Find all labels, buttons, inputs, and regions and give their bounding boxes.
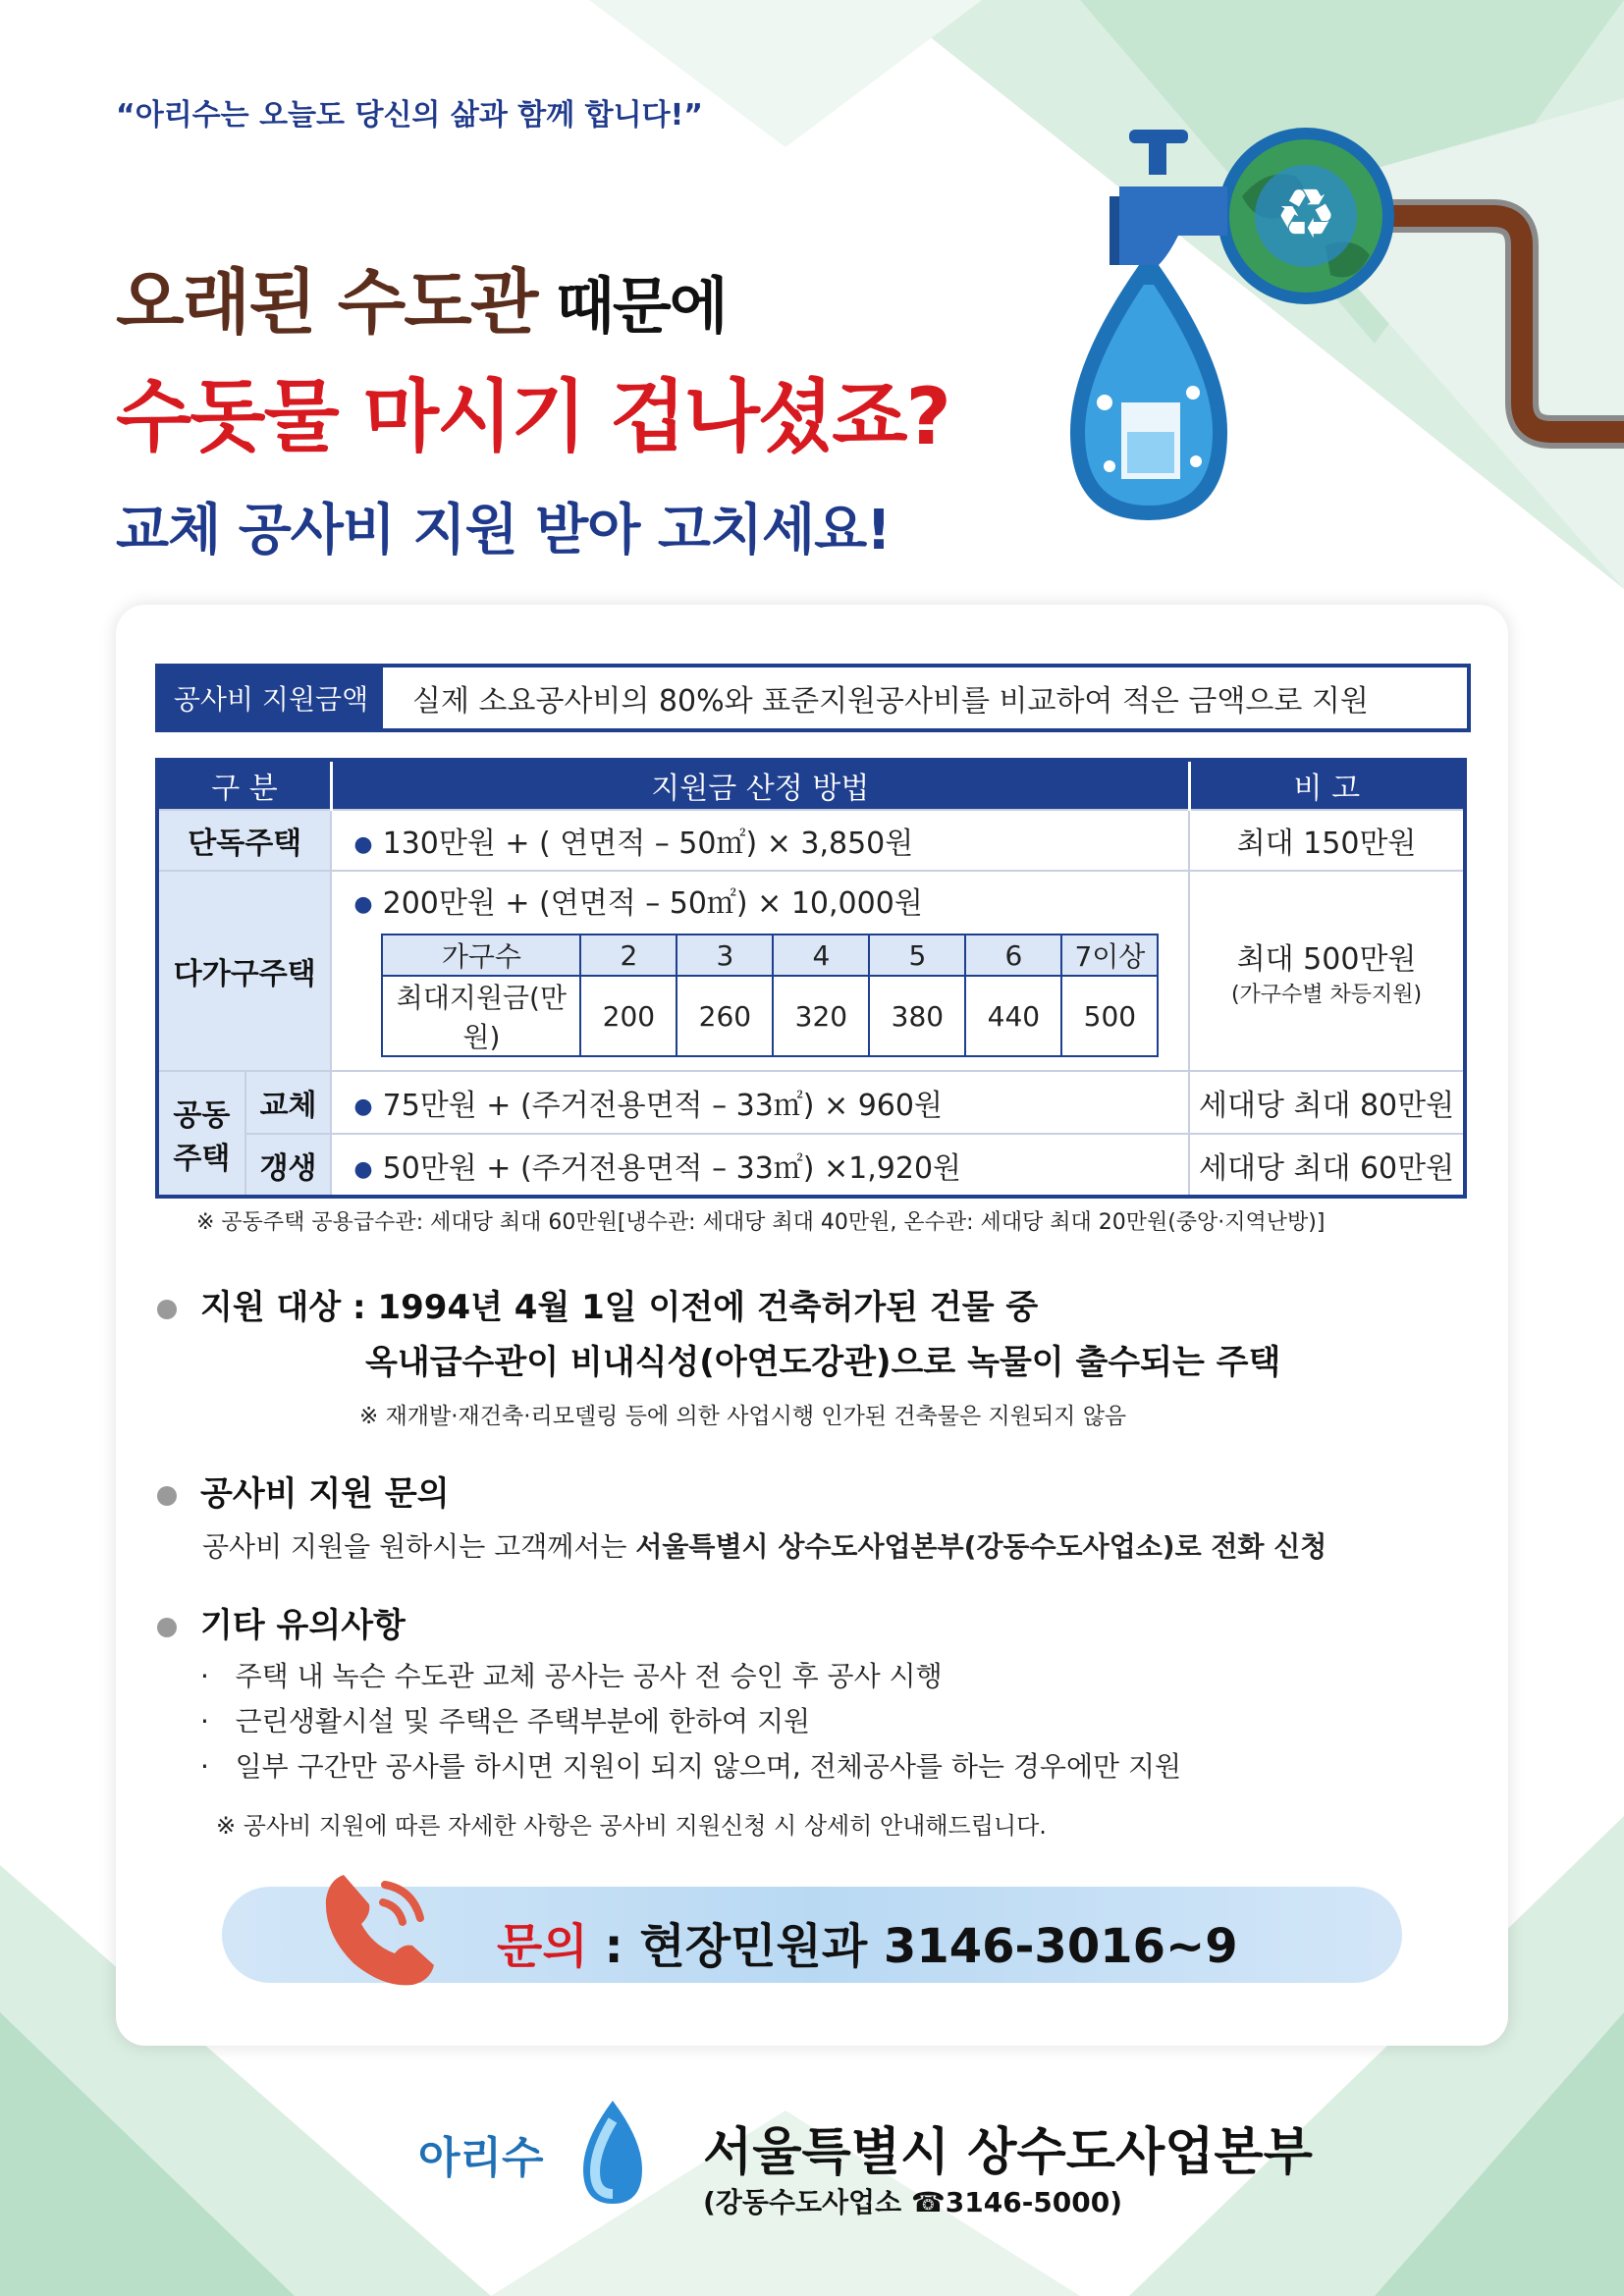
household-count-cell: 7이상 — [1061, 934, 1158, 976]
bullet-dot: ● — [353, 892, 373, 917]
inquiry-title-text: 공사비 지원 문의 — [200, 1474, 450, 1514]
target-title-text: 지원 대상 : 1994년 4월 1일 이전에 건축허가된 건물 중 — [200, 1288, 1039, 1327]
support-calculation-table — [155, 758, 1467, 1199]
header-category: 구 분 — [157, 760, 331, 810]
household-subtable — [381, 934, 1159, 1057]
inquiry-text-bold: 서울특별시 상수도사업본부(강동수도사업소)로 전화 신청 — [635, 1530, 1327, 1563]
apartment-label-line2: 주택 — [173, 1141, 231, 1176]
bullet-dot: ● — [353, 1156, 373, 1182]
headline-line2: 수돗물 마시기 겁나셨죠? — [116, 371, 949, 462]
apartment-replace-formula-text: 75만원 + (주거전용면적 – 33㎡) × 960원 — [382, 1089, 943, 1123]
multi-house-formula-cell — [331, 871, 1189, 1071]
multi-house-formula-text: 200만원 + (연면적 – 50㎡) × 10,000원 — [382, 886, 923, 921]
tagline: “아리수는 오늘도 당신의 삶과 함께 합니다!” — [116, 98, 703, 133]
section-bullet-icon — [157, 1486, 177, 1506]
notes-item-3 — [200, 1745, 1181, 1785]
household-count-cell: 4 — [773, 934, 869, 976]
notes-footer: ※ 공사비 지원에 따른 자세한 사항은 공사비 지원신청 시 상세히 안내해드립니다. — [216, 1812, 1047, 1840]
inquiry-text — [202, 1525, 1326, 1565]
max-support-cell: 320 — [773, 976, 869, 1056]
notes-item-2 — [200, 1700, 810, 1739]
max-support-cell: 380 — [869, 976, 965, 1056]
max-support-row — [382, 976, 1158, 1056]
table-footnote: ※ 공동주택 공용급수관: 세대당 최대 60만원[냉수관: 세대당 최대 40만원, 온수관: 세대당 최대 20만원(중앙·지역난방)] — [196, 1210, 1326, 1235]
table-row-apartment-replace — [157, 1071, 1465, 1134]
target-line2: 옥내급수관이 비내식성(아연도강관)으로 녹물이 출수되는 주택 — [365, 1343, 1281, 1382]
multi-house-note-sub: (가구수별 차등지원) — [1230, 982, 1423, 1007]
header-method: 지원금 산정 방법 — [331, 760, 1189, 810]
household-count-cell: 2 — [580, 934, 677, 976]
headline-part2: 때문에 — [536, 270, 727, 342]
notes-item-1 — [200, 1655, 943, 1694]
household-count-cell: 6 — [965, 934, 1061, 976]
faucet-globe-illustration — [1031, 108, 1624, 569]
household-count-cell: 3 — [677, 934, 773, 976]
max-support-cell: 500 — [1061, 976, 1158, 1056]
notes-item-text: 일부 구간만 공사를 하시면 지원이 되지 않으며, 전체공사를 하는 경우에만 지원 — [235, 1750, 1182, 1783]
household-count-row — [382, 934, 1158, 976]
header-note: 비 고 — [1189, 760, 1465, 810]
phone-icon — [304, 1855, 452, 2002]
contact-number: : 현장민원과 3146-3016~9 — [587, 1919, 1238, 1974]
table-row-apartment-renew — [157, 1134, 1465, 1197]
support-amount-box — [155, 664, 1471, 732]
list-bullet: · — [200, 1705, 209, 1737]
list-bullet: · — [200, 1750, 209, 1783]
single-house-note: 최대 150만원 — [1189, 810, 1465, 871]
support-amount-text: 실제 소요공사비의 80%와 표준지원공사비를 비교하여 적은 금액으로 지원 — [412, 684, 1369, 719]
multi-house-label: 다가구주택 — [157, 871, 331, 1071]
apartment-renew-formula — [331, 1134, 1189, 1197]
headline-part1: 오래된 수도관 — [116, 261, 537, 344]
bullet-dot: ● — [353, 832, 373, 857]
max-support-cell: 260 — [677, 976, 773, 1056]
single-house-formula — [331, 810, 1189, 871]
arisu-logo-text: 아리수 — [418, 2133, 544, 2183]
table-header-row — [157, 760, 1465, 810]
table-row-multi — [157, 871, 1465, 1071]
svg-text:♻: ♻ — [1274, 174, 1337, 254]
contact-label: 문의 — [497, 1919, 588, 1974]
household-count-cell: 5 — [869, 934, 965, 976]
list-bullet: · — [200, 1660, 209, 1692]
notes-title-text: 기타 유의사항 — [200, 1606, 406, 1645]
apartment-replace-note: 세대당 최대 80만원 — [1189, 1071, 1465, 1134]
apartment-replace-formula — [331, 1071, 1189, 1134]
single-house-formula-text: 130만원 + ( 연면적 – 50㎡) × 3,850원 — [382, 827, 914, 861]
apartment-label-line1: 공동 — [173, 1097, 231, 1133]
organization-sub: (강동수도사업소 ☎3146-5000) — [703, 2186, 1123, 2218]
headline-line1 — [116, 245, 727, 347]
notes-section-title — [157, 1598, 406, 1646]
support-amount-label: 공사비 지원금액 — [159, 667, 383, 728]
multi-house-note-main: 최대 500만원 — [1236, 941, 1417, 977]
apartment-renew-formula-text: 50만원 + (주거전용면적 – 33㎡) ×1,920원 — [382, 1150, 962, 1186]
section-bullet-icon — [157, 1300, 177, 1319]
single-house-label: 단독주택 — [157, 810, 331, 871]
household-count-label: 가구수 — [382, 934, 580, 976]
section-bullet-icon — [157, 1618, 177, 1637]
multi-house-note — [1189, 871, 1465, 1071]
organization-name: 서울특별시 상수도사업본부 — [703, 2123, 1313, 2182]
apartment-renew-note: 세대당 최대 60만원 — [1189, 1134, 1465, 1197]
max-support-cell: 440 — [965, 976, 1061, 1056]
headline-subtitle: 교체 공사비 지원 받아 고치세요! — [116, 499, 891, 562]
apartment-label — [157, 1071, 245, 1197]
target-note: ※ 재개발·재건축·리모델링 등에 의한 사업시행 인가된 건축물은 지원되지 않음 — [359, 1404, 1127, 1429]
inquiry-text-normal: 공사비 지원을 원하시는 고객께서는 — [202, 1530, 636, 1563]
notes-item-text: 근린생활시설 및 주택은 주택부분에 한하여 지원 — [235, 1705, 811, 1737]
apartment-replace-label: 교체 — [245, 1071, 332, 1134]
max-support-cell: 200 — [580, 976, 677, 1056]
bullet-dot: ● — [353, 1095, 373, 1119]
target-section-title — [157, 1280, 1038, 1328]
notes-item-text: 주택 내 녹슨 수도관 교체 공사는 공사 전 승인 후 공사 시행 — [235, 1660, 943, 1692]
inquiry-section-title — [157, 1467, 450, 1515]
table-row-single — [157, 810, 1465, 871]
contact-text — [497, 1908, 1238, 1976]
apartment-renew-label: 갱생 — [245, 1134, 332, 1197]
max-support-label: 최대지원금(만원) — [382, 976, 580, 1056]
